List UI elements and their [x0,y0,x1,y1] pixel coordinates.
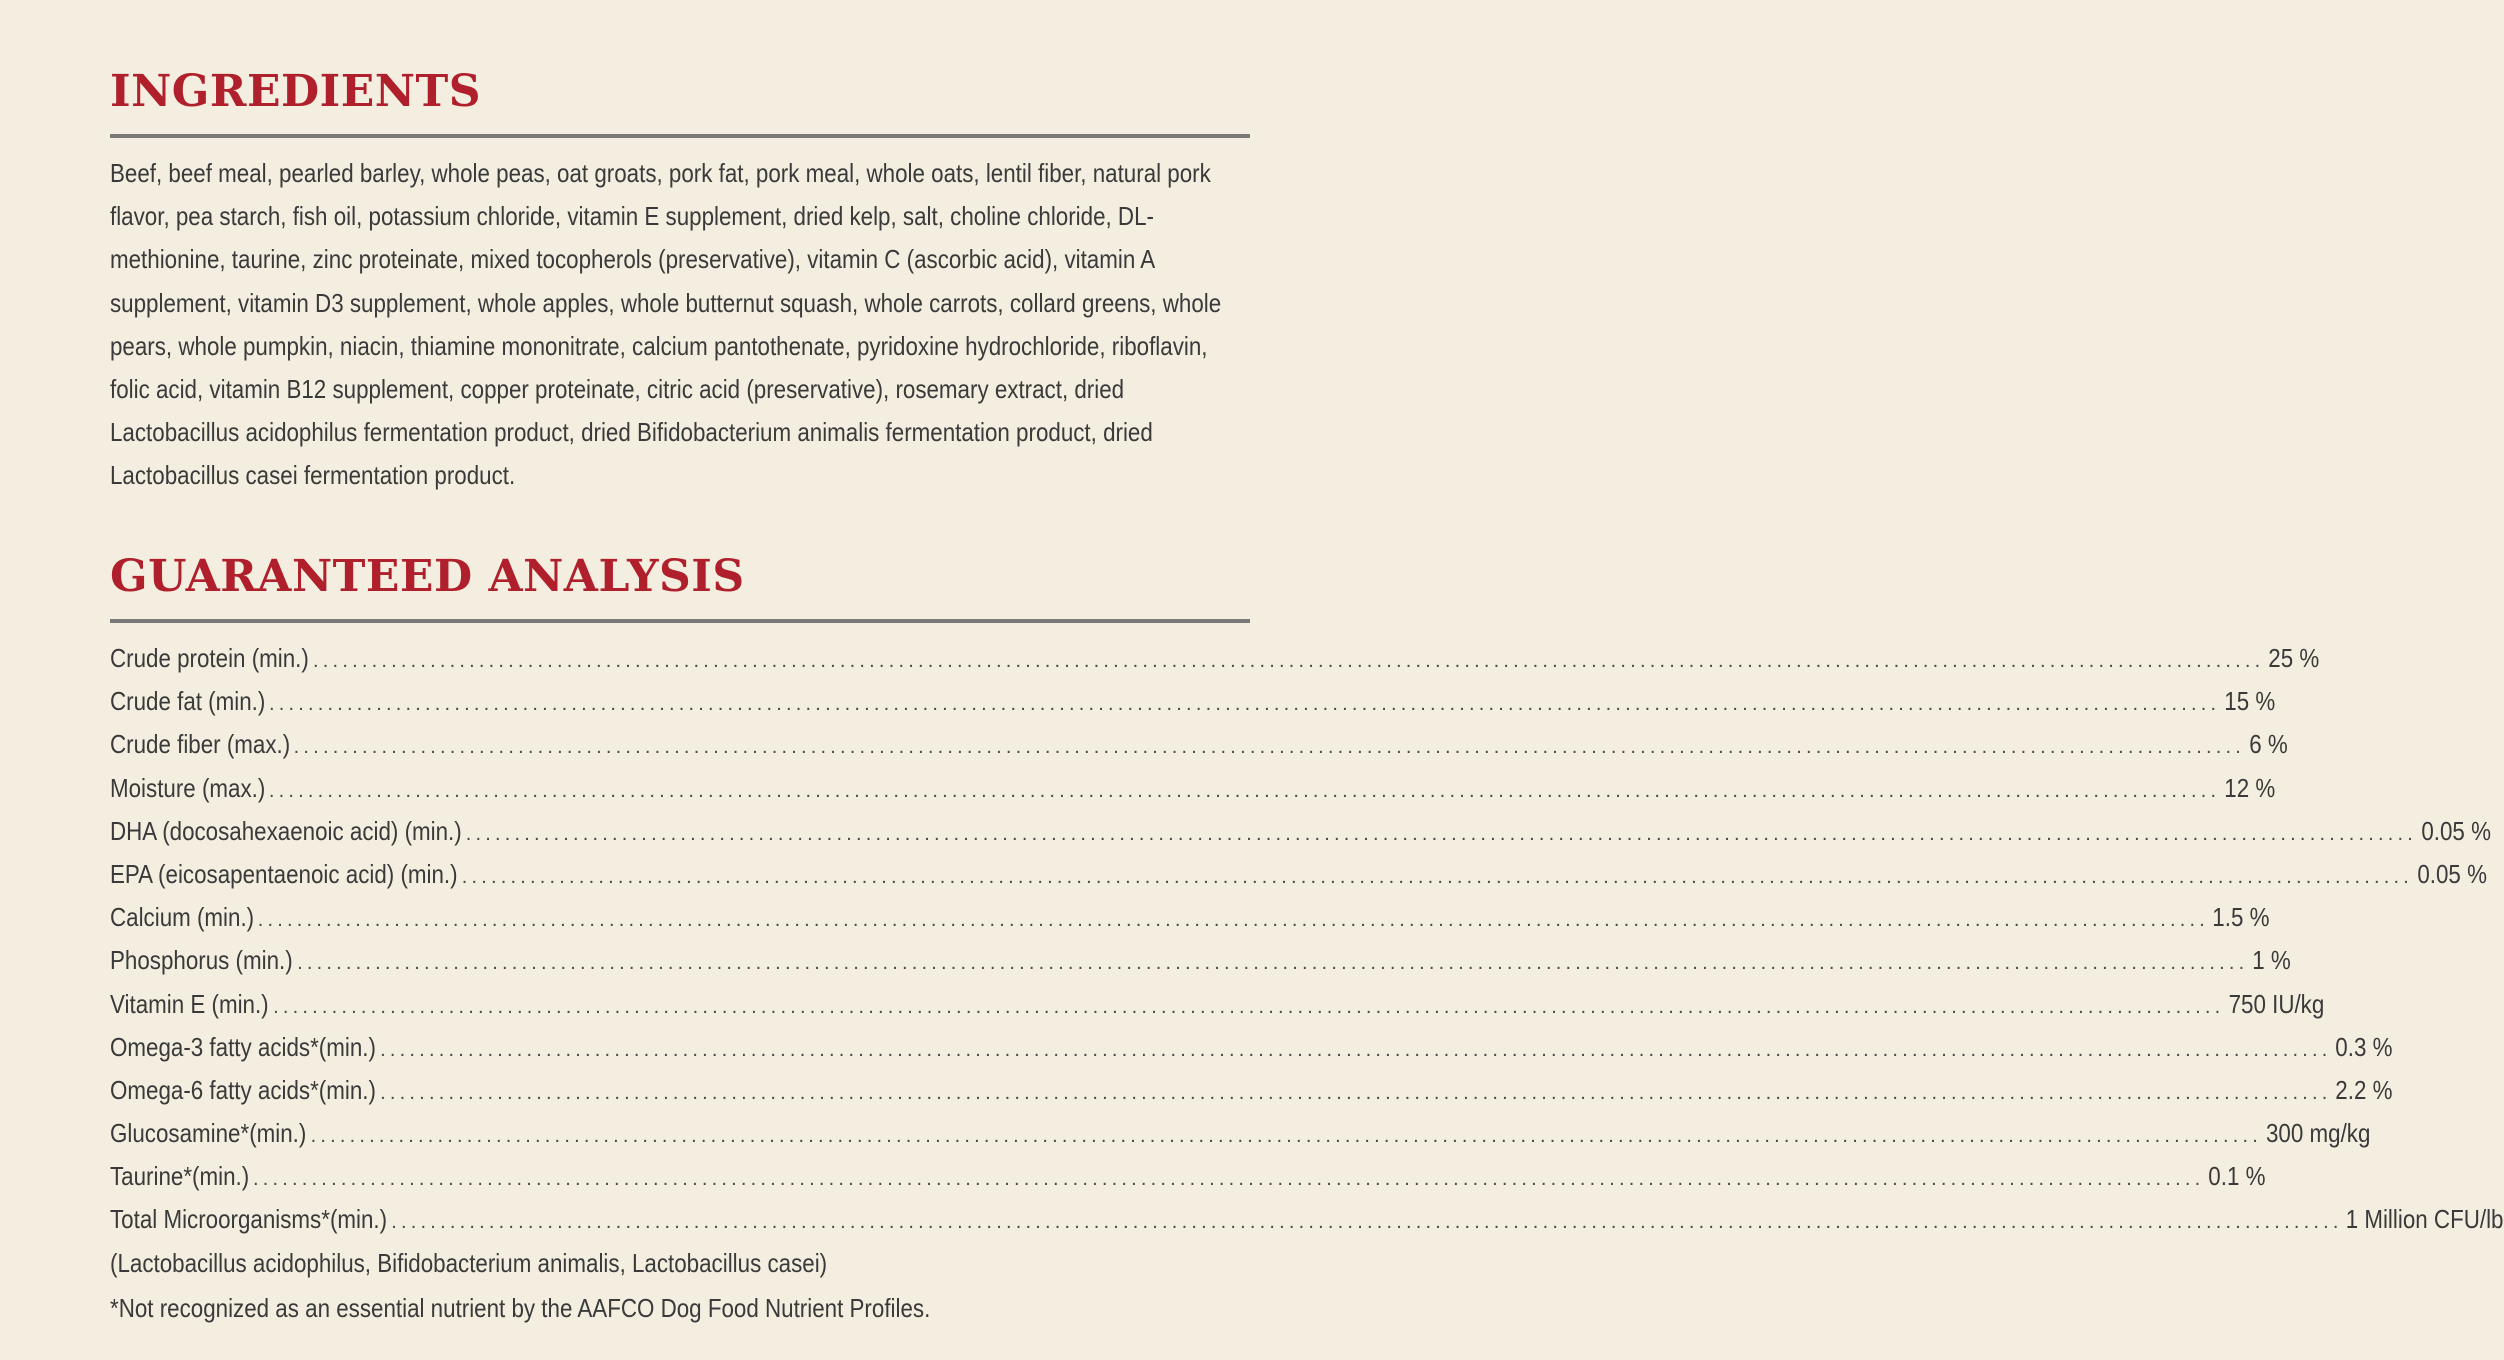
nutrient-label: Omega-6 fatty acids*(min.) [110,1074,376,1105]
nutrient-label: Calcium (min.) [110,902,255,933]
nutrient-label: Omega-3 fatty acids*(min.) [110,1031,376,1062]
analysis-row [110,1069,2393,1112]
nutrient-value: 1 Million CFU/lb [2346,1204,2504,1235]
dot-leader: ........................................................................................................................................................................................................ [380,1081,2332,1104]
analysis-row [110,939,2291,982]
dot-leader: ........................................................................................................................................................................................................ [391,1211,2343,1234]
dot-leader: ........................................................................................................................................................................................................ [253,1168,2205,1191]
analysis-row [110,1155,2266,1198]
aafco-footnote: *Not recognized as an essential nutrient by the AAFCO Dog Food Nutrient Profiles. [110,1292,931,1323]
analysis-row [110,810,2491,853]
dot-leader: ........................................................................................................................................................................................................ [465,822,2418,845]
dot-leader: ........................................................................................................................................................................................................ [268,693,2221,716]
nutrient-value: 2.2 % [2334,1074,2393,1105]
nutrient-value: 0.3 % [2334,1031,2393,1062]
nutrient-value: 300 mg/kg [2266,1118,2371,1149]
ingredients-heading: INGREDIENTS [110,66,481,117]
ingredients-list: Beef, beef meal, pearled barley, whole peas, oat groats, pork fat, pork meal, whole oats, lentil fiber, natural pork flavor, pea starch, fish oil, potassium chloride, vitamin E supplement, dried kelp, salt, choline chloride, DL-methionine, taurine, zinc proteinate, mixed tocopherols (preservative), vitamin C (ascorbic acid), vitamin A supplement, vitamin D3 supplement, whole apples, whole butternut squash, whole carrots, collard greens, whole pears, whole pumpkin, niacin, thiamine mononitrate, calcium pantothenate, pyridoxine hydrochloride, riboflavin, folic acid, vitamin B12 supplement, copper proteinate, citric acid (preservative), rosemary extract, dried Lactobacillus acidophilus fermentation product, dried Bifidobacterium animalis fermentation product, dried Lactobacillus casei fermentation product. [110,158,1222,491]
analysis-row [110,1198,2504,1241]
nutrient-label: Taurine*(min.) [110,1161,250,1192]
analysis-row [110,767,2276,810]
dot-leader: ........................................................................................................................................................................................................ [461,865,2414,888]
dot-leader: ........................................................................................................................................................................................................ [293,736,2245,759]
dot-leader: ........................................................................................................................................................................................................ [257,909,2210,932]
nutrient-value: 0.05 % [2420,815,2491,846]
analysis-row [110,853,2487,896]
analysis-row [110,1112,2371,1155]
nutrient-label: Moisture (max.) [110,772,266,803]
analysis-row [110,723,2288,766]
microorganisms-note: (Lactobacillus acidophilus, Bifidobacterium animalis, Lactobacillus casei) [110,1247,828,1278]
analysis-row [110,680,2276,723]
guaranteed-analysis-heading: GUARANTEED ANALYSIS [110,551,745,602]
dot-leader: ........................................................................................................................................................................................................ [310,1125,2262,1148]
analysis-row [110,896,2270,939]
guaranteed-analysis-divider [110,619,1250,623]
dot-leader: ........................................................................................................................................................................................................ [273,995,2225,1018]
nutrient-label: DHA (docosahexaenoic acid) (min.) [110,815,462,846]
dot-leader: ........................................................................................................................................................................................................ [268,779,2221,802]
nutrient-label: Glucosamine*(min.) [110,1118,307,1149]
nutrient-value: 15 % [2224,686,2276,717]
nutrient-label: Crude protein (min.) [110,643,309,673]
nutrient-value: 25 % [2268,643,2320,673]
dot-leader: ........................................................................................................................................................................................................ [297,952,2249,975]
nutrient-label: Crude fiber (max.) [110,729,291,760]
dot-leader: ........................................................................................................................................................................................................ [313,650,2265,672]
nutrient-value: 1.5 % [2212,902,2270,933]
nutrient-value: 750 IU/kg [2228,988,2325,1019]
nutrient-value: 0.1 % [2207,1161,2266,1192]
nutrient-label: Total Microorganisms*(min.) [110,1204,388,1235]
analysis-row [110,1026,2393,1069]
nutrient-value: 6 % [2248,729,2288,760]
nutrient-value: 0.05 % [2417,858,2487,889]
nutrient-label: Phosphorus (min.) [110,945,293,976]
nutrient-label: Crude fat (min.) [110,686,266,717]
analysis-row [110,983,2325,1026]
ingredients-divider [110,134,1250,138]
dot-leader: ........................................................................................................................................................................................................ [380,1038,2332,1061]
analysis-table [110,637,2504,1330]
analysis-row [110,637,2320,680]
nutrient-label: Vitamin E (min.) [110,988,269,1019]
nutrient-label: EPA (eicosapentaenoic acid) (min.) [110,858,458,889]
nutrient-value: 1 % [2252,945,2291,976]
nutrient-value: 12 % [2224,772,2276,803]
